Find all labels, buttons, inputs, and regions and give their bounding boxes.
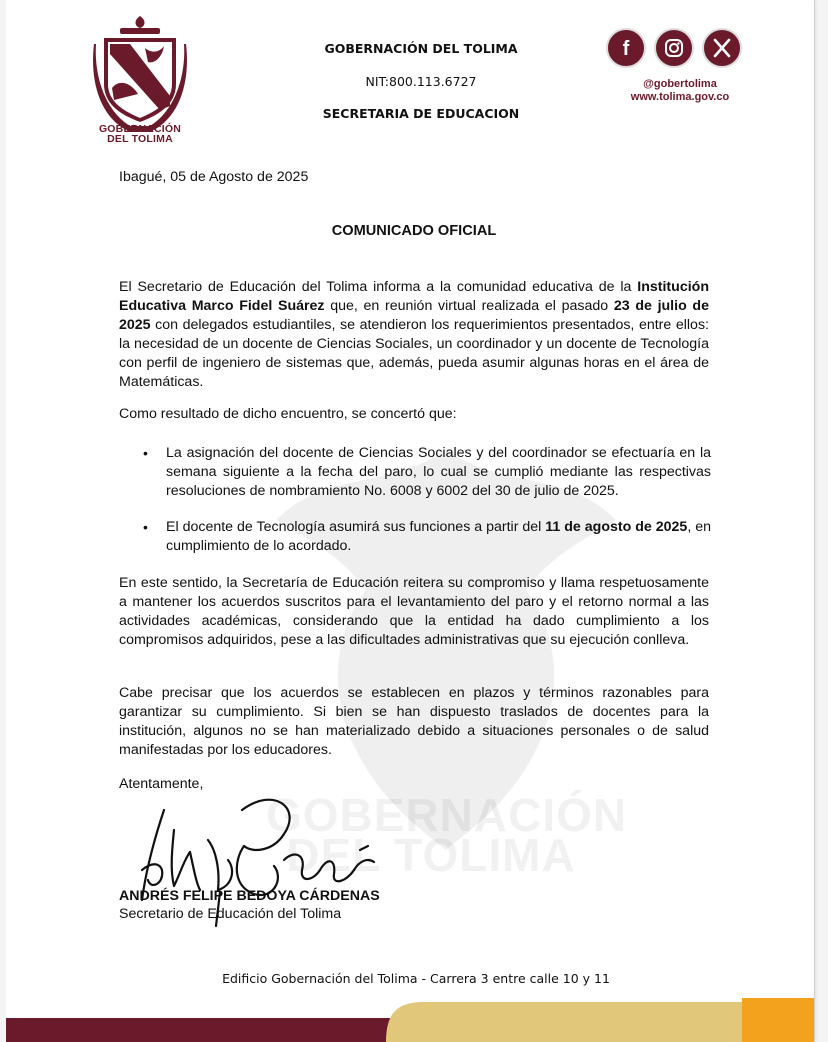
institution-name: Institución Educativa Marco Fidel Suárez	[119, 279, 709, 314]
social-contact	[610, 78, 750, 104]
website-link[interactable]: www.tolima.gov.co	[630, 91, 730, 103]
document-page	[6, 0, 814, 1042]
watermark-line2: DEL TOLIMA	[286, 829, 576, 881]
start-date: 11 de agosto de 2025	[545, 519, 688, 535]
instagram-icon[interactable]	[654, 28, 694, 68]
p1-text-e: con delegados estudiantiles, se atendieron los requerimientos presentados, entre ellos: la necesidad de un docente de Ciencias Sociales, un coordinador y un docente de Tecnología con perfil de ingeniero de sistemas que, además, pueda asumir algunas horas en el área de Matemáticas.	[119, 317, 709, 390]
closing: Atentamente,	[119, 776, 204, 792]
paragraph-4: Cabe precisar que los acuerdos se establecen en plazos y términos razonables para garantizar su cumplimiento. Si bien se han dispuesto traslados de docentes para la institución, algunos no se han materializado debido a situaciones personales o de salud manifestadas por los educadores.	[119, 685, 709, 758]
social-handle[interactable]: @gobertolima	[643, 78, 717, 90]
p1-text-c: que, en reunión virtual realizada el pasado	[324, 298, 614, 314]
paragraph-2: Como resultado de dicho encuentro, se concertó que:	[119, 406, 457, 422]
bullet-1-text: La asignación del docente de Ciencias Sociales y del coordinador se efectuaría en la semana siguiente a la fecha del paro, lo cual se cumplió mediante las respectivas resoluciones de nombramiento No. 6008 y 6002 del 30 de julio de 2025.	[166, 445, 711, 499]
crest-label-line2: DEL TOLIMA	[107, 133, 173, 145]
footer-band	[6, 998, 814, 1042]
list-item	[143, 444, 711, 501]
svg-text:f: f	[622, 38, 630, 60]
government-name: GOBERNACIÓN DEL TOLIMA	[324, 41, 518, 56]
bullet-2-text-a: El docente de Tecnología asumirá sus funciones a partir del	[166, 519, 546, 535]
facebook-icon[interactable]	[606, 28, 646, 68]
list-item	[143, 518, 711, 556]
social-icons	[606, 28, 746, 72]
secretariat-name: SECRETARIA DE EDUCACION	[322, 106, 520, 121]
paragraph-1	[119, 278, 709, 392]
bullet-2-text-c: , en cumplimiento de lo acordado.	[166, 519, 711, 554]
signer-role: Secretario de Educación del Tolima	[119, 906, 342, 922]
nit-number: NIT:800.113.6727	[365, 74, 477, 89]
bullet-icon: •	[143, 445, 148, 461]
paragraph-3: En este sentido, la Secretaría de Educación reitera su compromiso y llama respetuosamente a mantener los acuerdos suscritos para el levantamiento del paro y el retorno normal a las actividades académicas, considerando que la entidad ha dado cumplimiento a los compromisos adquiridos, pese a las dificultades administrativas que su ejecución conlleva.	[119, 575, 709, 648]
watermark-line1: GOBERNACIÓN	[266, 789, 628, 841]
crest-label-line1: GOBERNACIÓN	[98, 123, 182, 135]
bullet-icon: •	[143, 519, 148, 535]
letter-title: COMUNICADO OFICIAL	[331, 223, 497, 239]
p1-text-a: El Secretario de Educación del Tolima informa a la comunidad educativa de la	[119, 279, 638, 295]
x-icon[interactable]	[702, 28, 742, 68]
crest-label	[90, 124, 190, 144]
letter-date: Ibagué, 05 de Agosto de 2025	[119, 169, 309, 185]
meeting-date: 23 de julio de 2025	[119, 298, 709, 333]
signer-name: ANDRÉS FELIPE BEDOYA CÁRDENAS	[119, 888, 380, 904]
footer-address: Edificio Gobernación del Tolima - Carrera 3 entre calle 10 y 11	[222, 971, 610, 986]
